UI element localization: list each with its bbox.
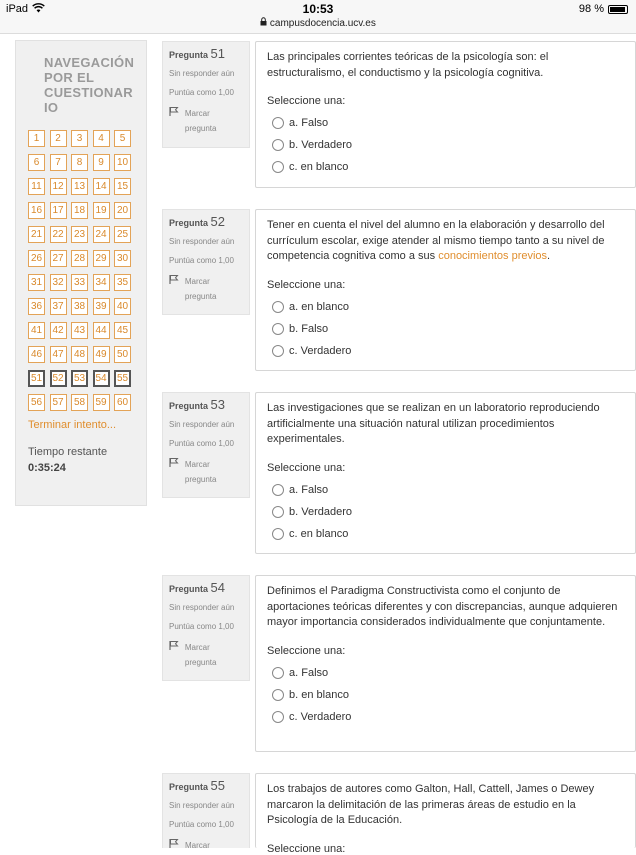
time-remaining-value: 0:35:24 <box>28 462 66 474</box>
answer-option[interactable]: b. Verdadero <box>267 501 623 523</box>
radio-button[interactable] <box>272 139 284 151</box>
lock-icon <box>260 18 270 29</box>
question-nav-button[interactable]: 21 <box>28 226 45 243</box>
question-text: Definimos el Paradigma Constructivista como el conjunto de aportaciones teóricas diferentes y con discrepancias, aunque adquieren mayor importancia considerados individualmente que conjuntamente. <box>267 585 618 628</box>
question-nav-button[interactable]: 30 <box>114 250 131 267</box>
finish-attempt-link[interactable]: Terminar intento... <box>28 419 117 431</box>
answer-option[interactable]: a. Falso <box>267 112 623 134</box>
flag-label: Marcar <box>185 841 210 850</box>
question-nav-button[interactable]: 56 <box>28 394 45 411</box>
flag-icon <box>169 274 181 304</box>
quiz-navigation <box>15 40 147 506</box>
flag-question-button[interactable] <box>169 838 243 854</box>
clock: 10:53 <box>302 2 334 16</box>
question-nav-button[interactable]: 8 <box>71 154 88 171</box>
question-content <box>255 575 636 752</box>
flag-question-button[interactable] <box>169 274 243 304</box>
answer-option[interactable]: b. en blanco <box>267 684 623 706</box>
question-nav-button[interactable]: 37 <box>50 298 67 315</box>
answer-prompt: Seleccione una: <box>267 461 346 474</box>
url-text: campusdocencia.ucv.es <box>269 18 376 29</box>
answer-prompt: Seleccione una: <box>267 644 346 657</box>
question-nav-button[interactable]: 51 <box>28 370 45 387</box>
question-nav-button[interactable]: 29 <box>93 250 110 267</box>
answer-prompt: Seleccione una: <box>267 278 346 291</box>
question-nav-button[interactable]: 13 <box>71 178 88 195</box>
question-content <box>255 392 636 554</box>
question-info <box>162 209 250 315</box>
question-content <box>255 773 636 855</box>
question-nav-button[interactable]: 46 <box>28 346 45 363</box>
question-nav-button[interactable]: 57 <box>50 394 67 411</box>
question-nav-button[interactable]: 59 <box>93 394 110 411</box>
answer-option[interactable]: c. en blanco <box>267 156 623 178</box>
time-remaining-label: Tiempo restante <box>28 446 108 458</box>
radio-button[interactable] <box>272 711 284 723</box>
question-nav-button[interactable]: 11 <box>28 178 45 195</box>
question-nav-button[interactable]: 24 <box>93 226 110 243</box>
question-grade: Puntúa como 1,00 <box>169 622 234 631</box>
question-nav-button[interactable]: 20 <box>114 202 131 219</box>
question-state: Sin responder aún <box>169 69 235 78</box>
device-name: iPad <box>6 3 29 15</box>
answer-option[interactable]: c. en blanco <box>267 523 623 545</box>
answer-option[interactable]: b. Falso <box>267 318 623 340</box>
question-text: Tener en cuenta el nivel del alumno en la elaboración y desarrollo del currículum escolar, exige atender al mismo tiempo tanto a su nivel de competencia cognitiva como a sus conocimientos previos. <box>267 219 605 262</box>
answer-prompt: Seleccione una: <box>267 95 346 107</box>
question-number: Pregunta 53 <box>169 397 225 412</box>
flag-label: Marcar pregunta <box>184 460 217 484</box>
question-nav-button[interactable]: 41 <box>28 322 45 339</box>
radio-button[interactable] <box>272 323 284 335</box>
question-grade: Puntúa como 1,00 <box>169 88 234 97</box>
status-bar <box>0 0 636 34</box>
question-nav-button[interactable]: 53 <box>71 370 88 387</box>
question-nav-button[interactable]: 12 <box>50 178 67 195</box>
question-nav-button[interactable]: 49 <box>93 346 110 363</box>
question-number: Pregunta 52 <box>169 214 225 229</box>
question-text: Los trabajos de autores como Galton, Hall, Cattell, James o Dewey marcaron la delimitación de las primeras áreas de estudio en la Psicología de la Educación. <box>267 783 595 826</box>
question-nav-button[interactable]: 33 <box>71 274 88 291</box>
question-number: Pregunta 51 <box>169 46 225 61</box>
flag-label: Marcar pregunta <box>184 277 217 301</box>
question-nav-button[interactable]: 55 <box>114 370 131 387</box>
question-info <box>162 575 250 681</box>
question-nav-button[interactable]: 44 <box>93 322 110 339</box>
question-nav-button[interactable]: 31 <box>28 274 45 291</box>
question-nav-button[interactable]: 17 <box>50 202 67 219</box>
question-nav-button[interactable]: 45 <box>114 322 131 339</box>
answer-option[interactable]: c. Verdadero <box>267 340 623 362</box>
glossary-link[interactable]: conocimientos previos <box>438 250 548 262</box>
question-nav-button[interactable]: 52 <box>50 370 67 387</box>
question-nav-button[interactable]: 3 <box>71 130 88 147</box>
question-nav-button[interactable]: 23 <box>71 226 88 243</box>
address-bar[interactable] <box>0 17 636 29</box>
question-nav-button[interactable]: 32 <box>50 274 67 291</box>
question-grade: Puntúa como 1,00 <box>169 820 234 829</box>
question-nav-button[interactable]: 58 <box>71 394 88 411</box>
question-state: Sin responder aún <box>169 603 235 612</box>
question-nav-button[interactable]: 6 <box>28 154 45 171</box>
flag-question-button[interactable] <box>169 640 243 670</box>
question-nav-button[interactable]: 19 <box>93 202 110 219</box>
radio-button[interactable] <box>272 689 284 701</box>
radio-button[interactable] <box>272 667 284 679</box>
question-text: Las investigaciones que se realizan en un laboratorio reproduciendo artificialmente una situación natural utilizan procedimientos experimentales. <box>267 402 600 445</box>
radio-button[interactable] <box>272 161 284 173</box>
question-state: Sin responder aún <box>169 801 235 810</box>
question-nav-button[interactable]: 7 <box>50 154 67 171</box>
answer-option[interactable]: a. Falso <box>267 479 623 501</box>
question-nav-button[interactable]: 34 <box>93 274 110 291</box>
radio-button[interactable] <box>272 117 284 129</box>
question-grade: Puntúa como 1,00 <box>169 439 234 448</box>
flag-label: Marcar pregunta <box>184 109 217 133</box>
question-nav-button[interactable]: 42 <box>50 322 67 339</box>
question-nav-button[interactable]: 60 <box>114 394 131 411</box>
flag-question-button[interactable] <box>169 457 243 487</box>
question-nav-button[interactable]: 54 <box>93 370 110 387</box>
question-nav-button[interactable]: 15 <box>114 178 131 195</box>
question-text: Las principales corrientes teóricas de la psicología son: el estructuralismo, el conductismo y la psicología cognitiva. <box>267 51 549 79</box>
radio-button[interactable] <box>272 506 284 518</box>
radio-button[interactable] <box>272 528 284 540</box>
battery-icon <box>608 5 628 14</box>
battery-status <box>579 3 628 15</box>
quiz-navigation-title: NAVEGACIÓN POR EL CUESTIONAR IO <box>44 55 135 115</box>
flag-icon <box>169 457 181 487</box>
question-nav-button[interactable]: 5 <box>114 130 131 147</box>
question-number: Pregunta 55 <box>169 778 225 793</box>
radio-button[interactable] <box>272 301 284 313</box>
answer-option[interactable]: b. Verdadero <box>267 134 623 156</box>
question-nav-button[interactable]: 2 <box>50 130 67 147</box>
battery-percent: 98 % <box>578 3 604 15</box>
question-nav-button[interactable]: 47 <box>50 346 67 363</box>
radio-button[interactable] <box>272 484 284 496</box>
question-nav-button[interactable]: 22 <box>50 226 67 243</box>
question-nav-button[interactable]: 40 <box>114 298 131 315</box>
flag-icon <box>169 106 181 136</box>
question-nav-button[interactable]: 27 <box>50 250 67 267</box>
question-info <box>162 392 250 498</box>
answer-prompt: Seleccione una: <box>267 842 346 855</box>
question-nav-button[interactable]: 39 <box>93 298 110 315</box>
answer-option[interactable]: a. Falso <box>267 662 623 684</box>
question-nav-button[interactable]: 28 <box>71 250 88 267</box>
question-grid <box>28 130 138 411</box>
question-nav-button[interactable]: 16 <box>28 202 45 219</box>
flag-label: Marcar pregunta <box>184 643 217 667</box>
question-content <box>255 209 636 371</box>
question-nav-button[interactable]: 36 <box>28 298 45 315</box>
question-state: Sin responder aún <box>169 420 235 429</box>
question-info <box>162 773 250 848</box>
question-nav-button[interactable]: 4 <box>93 130 110 147</box>
question-nav-button[interactable]: 25 <box>114 226 131 243</box>
question-nav-button[interactable]: 18 <box>71 202 88 219</box>
answer-option[interactable]: a. en blanco <box>267 296 623 318</box>
question-grade: Puntúa como 1,00 <box>169 256 234 265</box>
question-nav-button[interactable]: 35 <box>114 274 131 291</box>
question-nav-button[interactable]: 1 <box>28 130 45 147</box>
question-info <box>162 41 250 148</box>
question-nav-button[interactable]: 48 <box>71 346 88 363</box>
question-state: Sin responder aún <box>169 237 235 246</box>
flag-icon <box>169 838 181 854</box>
question-nav-button[interactable]: 14 <box>93 178 110 195</box>
question-nav-button[interactable]: 38 <box>71 298 88 315</box>
flag-icon <box>169 640 181 670</box>
answer-option[interactable]: c. Verdadero <box>267 706 623 728</box>
question-number: Pregunta 54 <box>169 580 225 595</box>
question-content <box>255 41 636 188</box>
question-nav-button[interactable]: 10 <box>114 154 131 171</box>
radio-button[interactable] <box>272 345 284 357</box>
question-nav-button[interactable]: 50 <box>114 346 131 363</box>
question-nav-button[interactable]: 9 <box>93 154 110 171</box>
question-nav-button[interactable]: 26 <box>28 250 45 267</box>
question-nav-button[interactable]: 43 <box>71 322 88 339</box>
flag-question-button[interactable] <box>169 106 243 136</box>
